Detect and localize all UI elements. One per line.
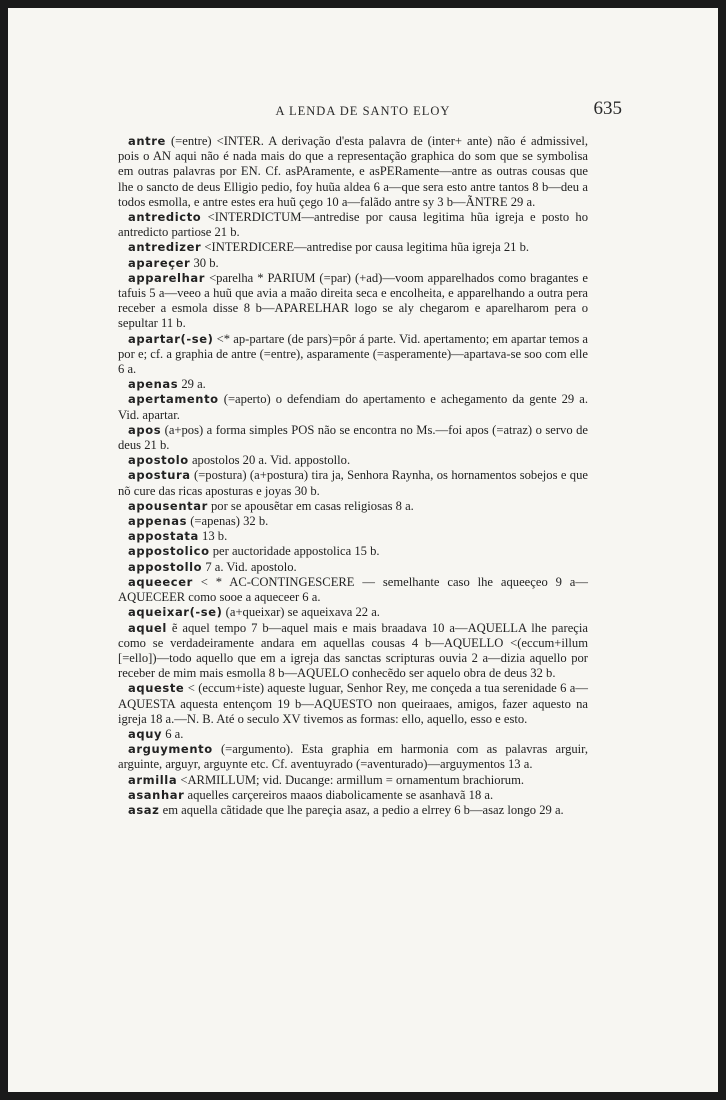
glossary-entry xyxy=(118,544,588,559)
glossary-entry xyxy=(118,621,588,682)
glossary-entries xyxy=(118,134,588,818)
entry-text: aquelles carçereiros maaos diabolicamente se asanhavã 18 a. xyxy=(187,787,494,802)
glossary-entry xyxy=(118,514,588,529)
entry-headword: apostura xyxy=(128,468,191,483)
entry-headword: antre xyxy=(128,134,166,148)
entry-text: 13 b. xyxy=(202,529,228,544)
book-page xyxy=(8,8,718,1092)
page-number: 635 xyxy=(593,98,622,119)
entry-text: ẽ aquel tempo 7 b—aquel mais e mais braadava 10 a—AQUELLA lhe pareçia como se verdadeiramente andara em aquellas cousas 4 b—AQUELLO <(eccum+illum [=ello])—todo aquello que em a igreja das sanctas scripturas ouvia 2 a—dizia aquello por receber de mim mais esmolla 8 b—AQUELO conhecẽdo ser aquelo obra de deus 32 b. xyxy=(118,620,588,681)
glossary-entry xyxy=(118,377,588,392)
entry-text: 7 a. Vid. apostolo. xyxy=(205,559,297,574)
entry-headword: apareçer xyxy=(128,255,191,270)
entry-headword: apenas xyxy=(128,377,179,392)
entry-text: (=entre) <INTER. A derivação d'esta palavra de (inter+ ante) não é admissivel, pois o AN aqui não é nada mais do que a representação graphica do som que se symbolisa em outras palavras por EN. Cf. asPAramente, e asPERamente—antre as outras cousas que lhe o sancto de deus Elligio pedio, foy huũa aldea 6 a—que sera esto antre tantos 8 b—deu a todos esmolla, e antre estes era huũ çego 10 a—falãdo antre sy 3 b—ÃNTRE 29 a. xyxy=(118,134,589,209)
entry-headword: apartar(-se) xyxy=(128,331,214,346)
entry-headword: asaz xyxy=(128,802,160,817)
entry-headword: aquy xyxy=(128,726,163,741)
glossary-entry xyxy=(118,499,588,514)
entry-headword: aqueecer xyxy=(128,574,193,589)
entry-text: 6 a. xyxy=(165,726,184,741)
entry-text: <INTERDICTUM—antredise por causa legitima hũa igreja e posto ho antredicto partiose 21 b. xyxy=(118,210,589,240)
entry-text: por se apousẽtar em casas religiosas 8 a. xyxy=(211,498,414,513)
glossary-entry xyxy=(118,788,588,803)
glossary-entry xyxy=(118,271,588,332)
glossary-entry xyxy=(118,605,588,620)
entry-text: <INTERDICERE—antredise por causa legitima hũa igreja 21 b. xyxy=(204,240,530,255)
entry-text: (=argumento). Esta graphia em harmonia com as palavras arguir, arguinte, arguyr, arguynte etc. Cf. aventuyrado (=aventurado)—arguymentos 13 a. xyxy=(118,742,588,772)
glossary-entry xyxy=(118,773,588,788)
entry-headword: apos xyxy=(128,422,162,437)
entry-text: <parelha * PARIUM (=par) (+ad)—voom apparelhados como bragantes e tafuis 5 a—veeo a huũ que avia a maão direita seca e encolheita, e apparelhando a outra pera receber a esmola disse 8 b—APARELHAR logo se aly chegarom e aparelharom pera o sepultar 11 b. xyxy=(118,270,588,331)
glossary-entry xyxy=(118,575,588,605)
glossary-entry xyxy=(118,681,588,727)
entry-headword: apostolo xyxy=(128,453,189,468)
running-header: A LENDA DE SANTO ELOY xyxy=(275,104,451,118)
entry-text: (a+pos) a forma simples POS não se encontra no Ms.—foi apos (=atraz) o servo de deus 21 b. xyxy=(118,422,588,453)
entry-headword: antredizer xyxy=(128,240,202,255)
entry-text: (=postura) (a+postura) tira ja, Senhora Raynha, os hornamentos sobejos e que nõ cure das ricas aposturas e joyas 30 b. xyxy=(118,468,588,498)
entry-text: <ARMILLUM; vid. Ducange: armillum = ornamentum brachiorum. xyxy=(180,772,525,787)
glossary-entry xyxy=(118,727,588,742)
entry-text: <* ap-partare (de pars)=pôr á parte. Vid. apertamento; em apartar temos a por e; cf. a graphia de antre (=entre), asparamente (=asperamente)—apartava-se soo com elle 6 a. xyxy=(118,331,588,377)
glossary-entry xyxy=(118,468,588,498)
entry-headword: apousentar xyxy=(128,498,208,513)
glossary-entry xyxy=(118,742,588,772)
glossary-entry xyxy=(118,134,588,210)
entry-headword: apertamento xyxy=(128,392,219,407)
entry-text: (a+queixar) se aqueixava 22 a. xyxy=(225,605,380,620)
entry-headword: appostolico xyxy=(128,544,210,559)
entry-headword: arguymento xyxy=(128,742,213,757)
entry-headword: asanhar xyxy=(128,787,185,802)
entry-text: < * AC-CONTINGESCERE — semelhante caso lhe aqueeçeo 9 a—AQUECEER como sooe a aqueceer 6 a. xyxy=(118,574,588,605)
entry-text: (=aperto) o defendiam do apertamento e achegamento da gente 29 a. Vid. apartar. xyxy=(118,392,588,422)
glossary-entry xyxy=(118,423,588,453)
glossary-entry xyxy=(118,803,588,818)
entry-headword: aqueixar(-se) xyxy=(128,605,223,620)
entry-headword: aqueste xyxy=(128,681,185,696)
glossary-entry xyxy=(118,332,588,378)
entry-headword: appenas xyxy=(128,514,188,529)
glossary-entry xyxy=(118,210,588,240)
entry-text: 30 b. xyxy=(193,255,219,270)
glossary-entry xyxy=(118,453,588,468)
entry-text: per auctoridade appostolica 15 b. xyxy=(212,544,380,559)
entry-headword: antredicto xyxy=(128,210,202,225)
glossary-entry xyxy=(118,529,588,544)
entry-text: apostolos 20 a. Vid. appostollo. xyxy=(191,453,351,468)
glossary-entry xyxy=(118,560,588,575)
entry-text: < (eccum+iste) aqueste luguar, Senhor Rey, me conçeda a tua serenidade 6 a—AQUESTA aquesta entençom 19 b—AQUESTO non queiraaes, amigos, fazer aquesto na igreja 18 a.—N. B. Até o seculo XV tivemos as formas: ello, aquello, esso e esto. xyxy=(118,681,588,726)
entry-headword: armilla xyxy=(128,772,178,787)
entry-headword: appostata xyxy=(128,529,199,544)
entry-text: 29 a. xyxy=(181,377,206,392)
glossary-entry xyxy=(118,240,588,255)
entry-text: (=apenas) 32 b. xyxy=(190,514,269,529)
entry-headword: aquel xyxy=(128,620,167,635)
entry-text: em aquella cãtidade que lhe pareçia asaz, a pedio a elrrey 6 b—asaz longo 29 a. xyxy=(162,802,564,817)
entry-headword: appostollo xyxy=(128,559,203,574)
glossary-entry xyxy=(118,392,588,422)
glossary-entry xyxy=(118,256,588,271)
entry-headword: apparelhar xyxy=(128,270,206,285)
